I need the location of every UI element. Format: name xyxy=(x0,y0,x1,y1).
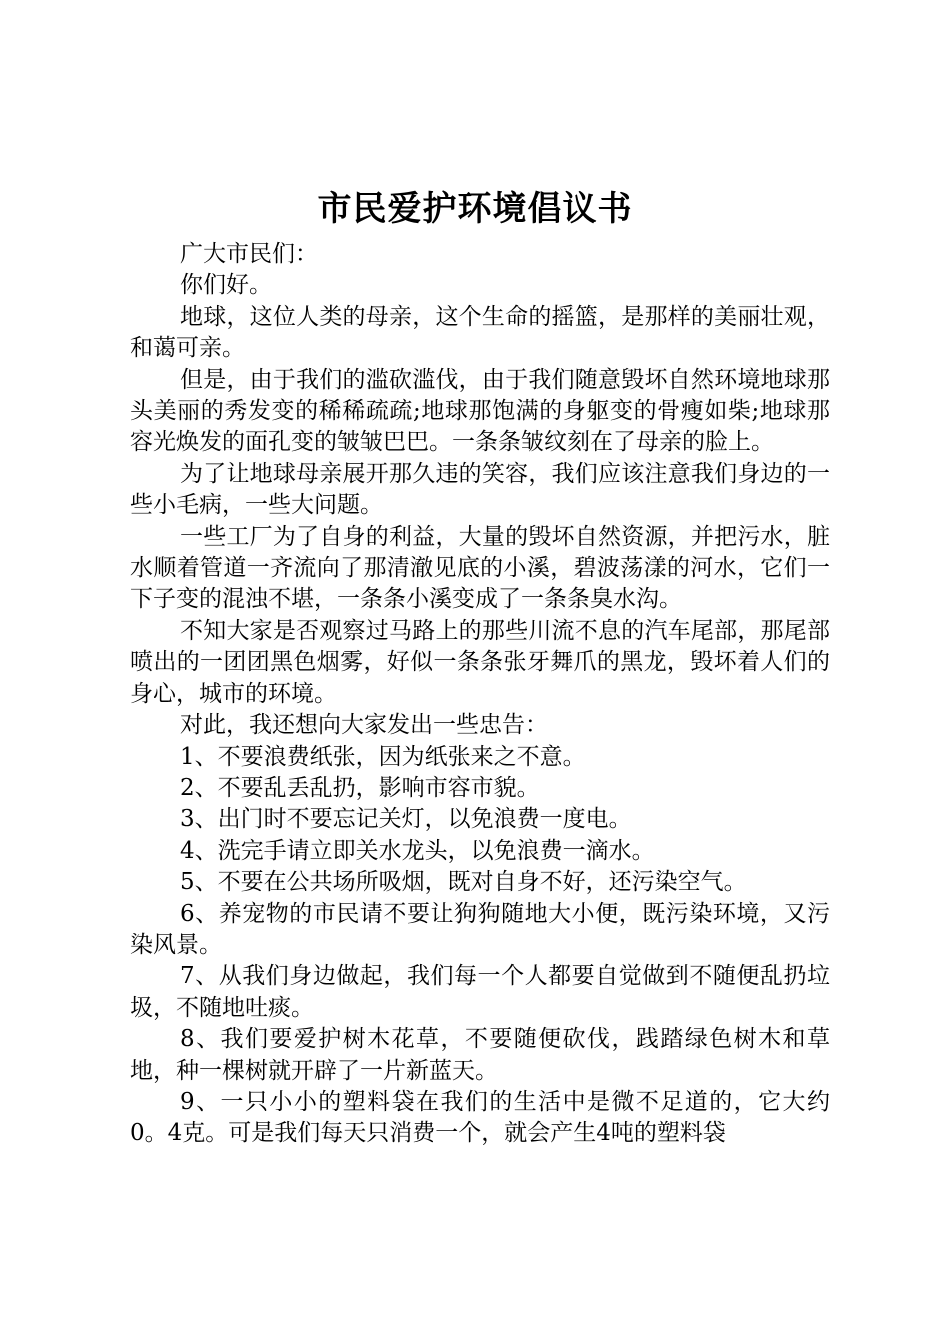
paragraph: 一些工厂为了自身的利益，大量的毁坏自然资源，并把污水，脏水顺着管道一齐流向了那清澈见底的小溪，碧波荡漾的河水，它们一下子变的混浊不堪，一条条小溪变成了一条条臭水沟。 xyxy=(130,523,830,613)
paragraph: 地球，这位人类的母亲，这个生命的摇篮，是那样的美丽壮观，和蔼可亲。 xyxy=(130,303,830,362)
salutation: 广大市民们： xyxy=(180,241,318,267)
document-title: 市民爱护环境倡议书 xyxy=(317,189,633,229)
list-item: 1、不要浪费纸张，因为纸张来之不意。 xyxy=(180,743,586,770)
greeting: 你们好。 xyxy=(180,272,272,299)
paragraph: 不知大家是否观察过马路上的那些川流不息的汽车尾部，那尾部喷出的一团团黑色烟雾，好似一条条张牙舞爪的黑龙，毁坏着人们的身心，城市的环境。 xyxy=(130,617,830,707)
list-item: 6、养宠物的市民请不要让狗狗随地大小便，既污染环境，又污染风景。 xyxy=(130,900,830,958)
paragraph: 为了让地球母亲展开那久违的笑容，我们应该注意我们身边的一些小毛病，一些大问题。 xyxy=(130,460,830,519)
list-item: 8、我们要爱护树木花草，不要随便砍伐，践踏绿色树木和草地，种一棵树就开辟了一片新蓝天。 xyxy=(130,1026,830,1084)
paragraph: 但是，由于我们的滥砍滥伐，由于我们随意毁坏自然环境地球那头美丽的秀发变的稀稀疏疏;地球那饱满的身躯变的骨瘦如柴;地球那容光焕发的面孔变的皱皱巴巴。一条条皱纹刻在了母亲的脸上。 xyxy=(130,366,830,456)
list-item: 2、不要乱丢乱扔，影响市容市貌。 xyxy=(180,774,540,801)
list-item: 3、出门时不要忘记关灯，以免浪费一度电。 xyxy=(180,806,632,833)
document-body xyxy=(130,239,830,1150)
list-item: 7、从我们身边做起，我们每一个人都要自觉做到不随便乱扔垃圾，不随地吐痰。 xyxy=(130,963,830,1021)
list-item: 9、一只小小的塑料袋在我们的生活中是微不足道的，它大约0。4克。可是我们每天只消费一个，就会产生4吨的塑料袋 xyxy=(130,1088,830,1147)
paragraph: 对此，我还想向大家发出一些忠告： xyxy=(180,712,548,739)
list-item: 5、不要在公共场所吸烟，既对自身不好，还污染空气。 xyxy=(180,869,747,896)
list-item: 4、洗完手请立即关水龙头，以免浪费一滴水。 xyxy=(180,837,655,864)
